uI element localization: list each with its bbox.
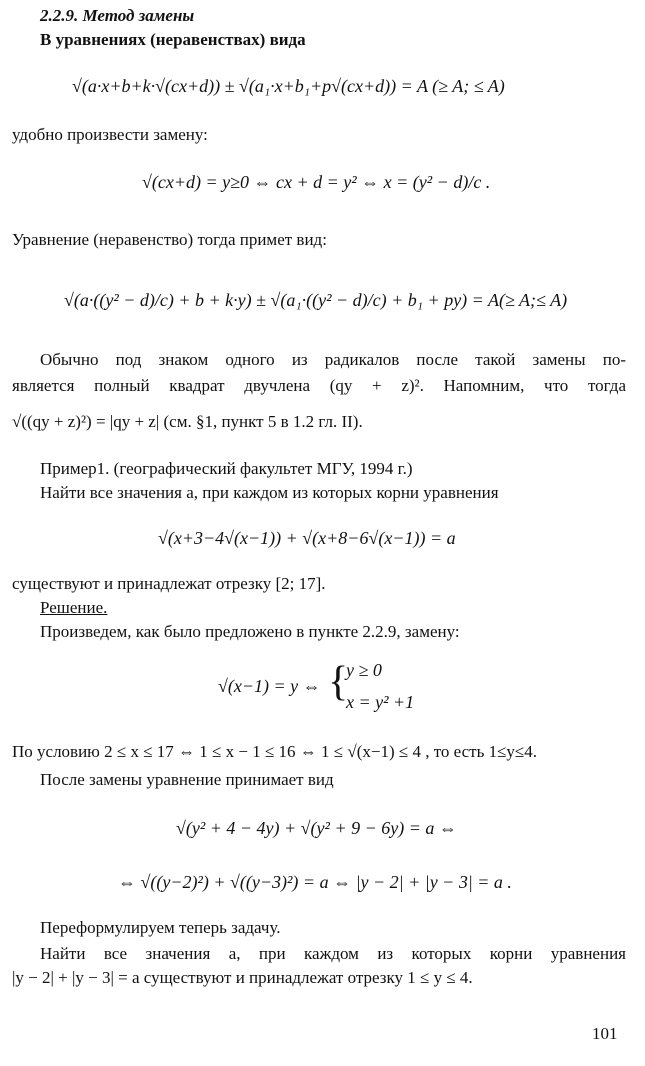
formula-6: √(y² + 4 − 4y) + √(y² + 9 − 6y) = a ⇔: [176, 818, 457, 838]
page-number: 101: [592, 1024, 618, 1043]
after-substitution: После замены уравнение принимает вид: [40, 770, 334, 789]
formula-5-case-1: y ≥ 0: [346, 660, 382, 680]
formula-5-case-2: x = y² +1: [346, 692, 415, 712]
formula-4: √(x+3−4√(x−1)) + √(x+8−6√(x−1)) = a: [158, 528, 456, 548]
example-task: Найти все значения a, при каждом из которых корни уравнения: [40, 483, 499, 502]
section-heading: 2.2.9. Метод замены: [40, 6, 195, 25]
cases-brace: {: [328, 659, 349, 705]
example-title: Пример1. (географический факультет МГУ, 1994 г.): [40, 459, 413, 478]
text-substitution: удобно произвести замену:: [12, 125, 208, 144]
final-line-2: |y − 2| + |y − 3| = a существуют и принадлежат отрезку 1 ≤ y ≤ 4.: [12, 968, 473, 987]
formula-5-left: √(x−1) = y ⇔: [218, 676, 321, 696]
formula-3: √(a·((y² − d)/c) + b + k·y) ± √(a₁·((y² − d)/c) + b₁ + py) = A(≥ A;≤ A): [64, 290, 568, 310]
paragraph-1-line-3: √((qy + z)²) = |qy + z| (см. §1, пункт 5 в 1.2 гл. II).: [12, 412, 363, 431]
intro-line: В уравнениях (неравенствах) вида: [40, 30, 306, 49]
condition-line: По условию 2 ≤ x ≤ 17 ⇔ 1 ≤ x − 1 ≤ 16 ⇔ 1 ≤ √(x−1) ≤ 4 , то есть 1≤y≤4.: [12, 742, 537, 761]
formula-7: ⇔ √((y−2)²) + √((y−3)²) = a ⇔ |y − 2| + |y − 3| = a .: [118, 872, 512, 892]
paragraph-1-line-1: Обычно под знаком одного из радикалов после такой замены по-: [40, 350, 626, 369]
example-condition: существуют и принадлежат отрезку [2; 17].: [12, 574, 326, 593]
formula-1: √(a·x+b+k·√(cx+d)) ± √(a₁·x+b₁+p√(cx+d)) = A (≥ A; ≤ A): [72, 76, 505, 96]
text-equation-form: Уравнение (неравенство) тогда примет вид:: [12, 230, 327, 249]
reformulate: Переформулируем теперь задачу.: [40, 918, 281, 937]
formula-2: √(cx+d) = y≥0 ⇔ cx + d = y² ⇔ x = (y² − d)/c .: [142, 172, 491, 192]
final-line-1: Найти все значения a, при каждом из которых корни уравнения: [40, 944, 626, 963]
solution-line-1: Произведем, как было предложено в пункте 2.2.9, замену:: [40, 622, 460, 641]
solution-label: Решение.: [40, 598, 108, 617]
paragraph-1-line-2: является полный квадрат двучлена (qy + z)². Напомним, что тогда: [12, 376, 626, 395]
